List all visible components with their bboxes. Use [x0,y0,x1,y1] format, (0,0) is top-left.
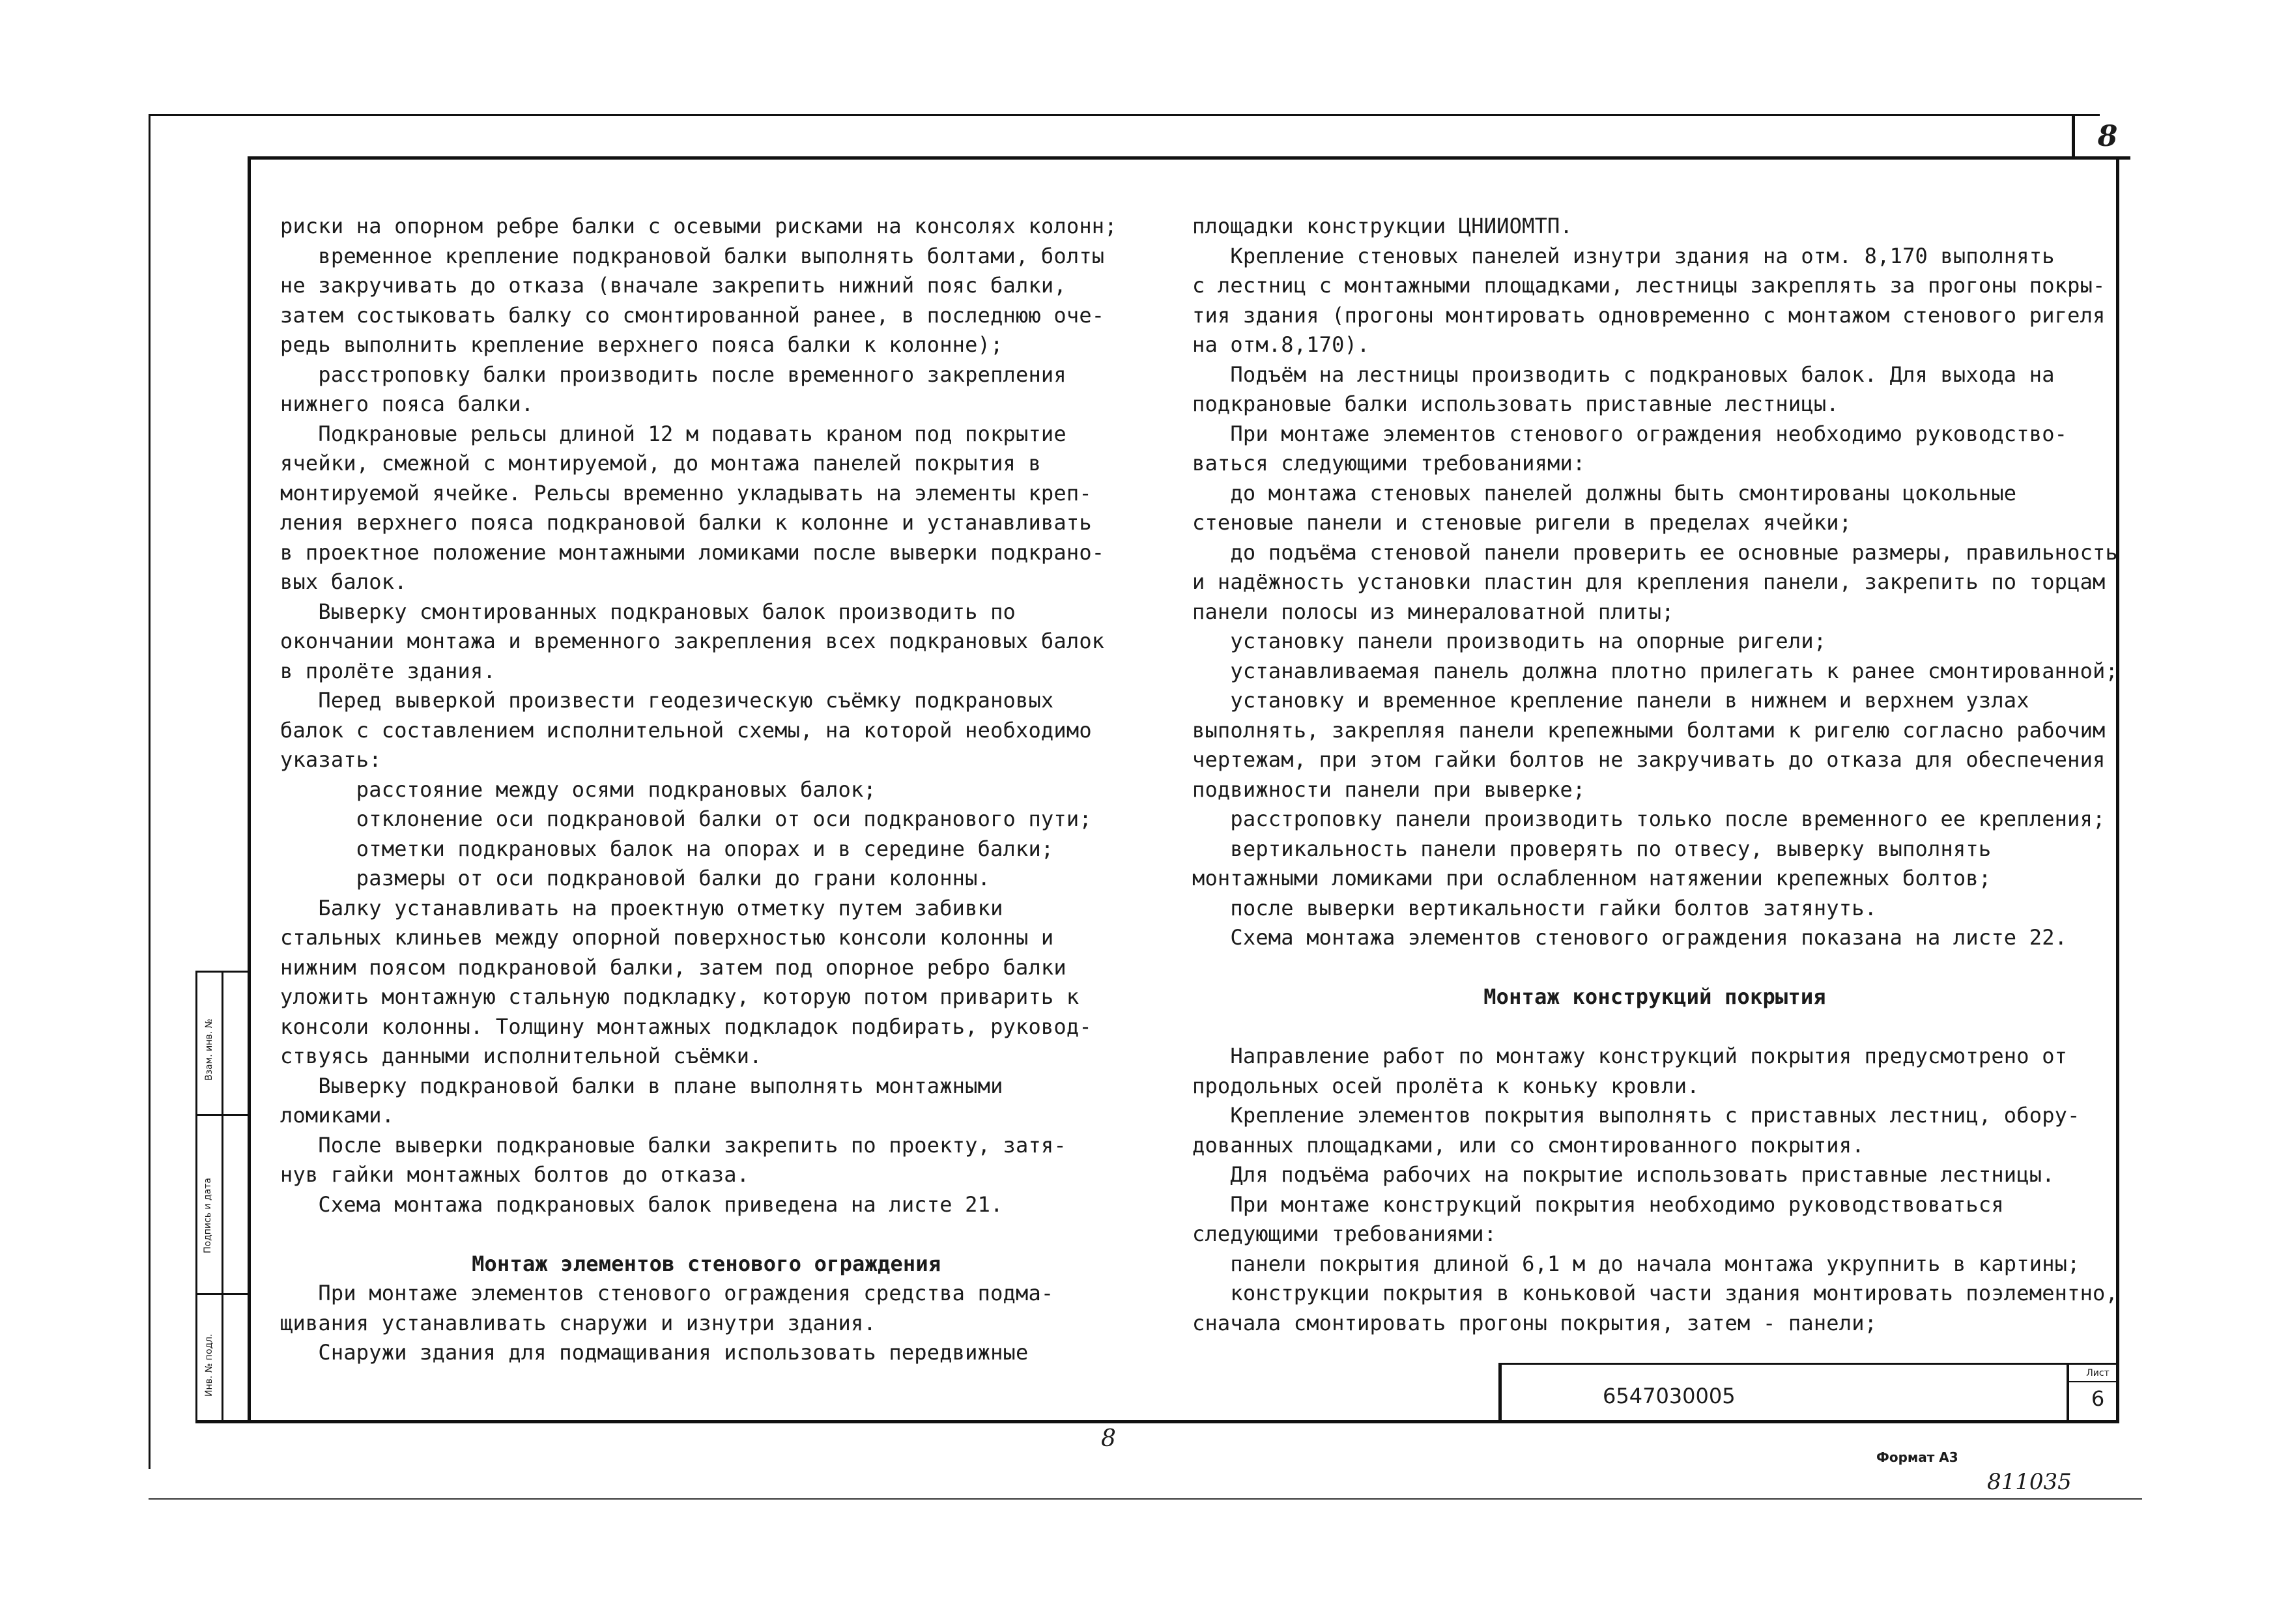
text-line: Выверку смонтированных подкрановых балок производить по [280,599,1016,624]
blank-line [1192,953,2117,983]
frame-outer-left [149,114,150,1469]
text-line: выполнять, закрепляя панели крепежными болтами к ригелю согласно рабочим [1192,717,2106,743]
text-line: ствуясь данными исполнительной съёмки. [280,1044,762,1068]
text-line: консоли колонны. Толщину монтажных подкладок подбирать, руковод- [280,1014,1092,1039]
text-line: подвижности панели при выверке; [1192,776,1586,802]
text-line: отметки подкрановых балок на опорах и в середине балки; [280,836,1054,861]
titleblock-top [1498,1363,2119,1365]
text-line: редь выполнить крепление верхнего пояса балки к колонне); [280,332,1003,357]
text-line: следующими требованиями: [1192,1221,1497,1246]
text-line: до подъёма стеновой панели проверить ее основные размеры, правильность [1192,539,2118,565]
text-line: размеры от оси подкрановой балки до грани колонны. [280,866,991,890]
text-line: Схема монтажа элементов стенового ограждения показана на листе 22. [1192,925,2068,950]
text-line: риски на опорном ребре балки с осевыми рисками на консолях колонн; [280,214,1117,238]
left-text-column [280,212,1117,1368]
text-line: с лестниц с монтажными площадками, лестницы закреплять за прогоны покры- [1192,273,2106,298]
document-code: 6547030005 [1603,1384,1736,1408]
text-line: установку и временное крепление панели в нижнем и верхнем узлах [1192,688,2029,713]
text-line: до монтажа стеновых панелей должны быть смонтированы цокольные [1192,480,2017,506]
right-text-column [1192,212,2117,1338]
text-line: Для подъёма рабочих на покрытие использовать приставные лестницы. [1192,1162,2055,1187]
text-line: уложить монтажную стальную подкладку, которую потом приварить к [280,984,1080,1009]
text-line: расстроповку панели производить только после временного ее крепления; [1192,806,2106,831]
text-line: монтируемой ячейке. Рельсы временно укладывать на элементы креп- [280,480,1092,506]
section-heading: Монтаж конструкций покрытия [1483,984,1826,1009]
text-line: Подъём на лестницы производить с подкрановых балок. Для выхода на [1192,362,2055,387]
sheetnum-box-left [2072,114,2075,156]
text-line: После выверки подкрановые балки закрепить по проекту, затя- [280,1132,1066,1158]
text-line: затем состыковать балку со смонтированной ранее, в последнюю оче- [280,302,1105,328]
frame-inner-bottom [195,1420,2119,1423]
stamp-divider-1 [195,971,251,973]
text-line: после выверки вертикальности гайки болтов затянуть. [1192,895,1878,920]
text-line: стальных клиньев между опорной поверхностью консоли колонны и [280,925,1054,950]
text-line: ваться следующими требованиями: [1192,451,1586,476]
text-line: устанавливаемая панель должна плотно прилегать к ранее смонтированной; [1192,658,2118,683]
text-line: вертикальность панели проверять по отвесу, выверку выполнять [1192,836,1992,861]
text-line: в проектное положение монтажными ломиками после выверки подкрано- [280,539,1105,565]
text-line: тия здания (прогоны монтировать одновременно с монтажом стенового ригеля [1192,302,2106,328]
blank-line [1192,1012,2117,1042]
text-line: панели полосы из минераловатной плиты; [1192,599,1674,624]
text-line: дованных площадками, или со смонтированного покрытия. [1192,1132,1865,1158]
text-line: Балку устанавливать на проектную отметку путем забивки [280,895,1003,920]
text-line: подкрановые балки использовать приставные лестницы. [1192,392,1839,416]
text-line: отклонение оси подкрановой балки от оси подкранового пути; [280,806,1092,831]
text-line: расстроповку балки производить после временного закрепления [280,362,1066,387]
text-line: Направление работ по монтажу конструкций покрытия предусмотрено от [1192,1044,2068,1068]
stamp-strip-right [222,971,223,1423]
format-label: Формат А3 [1876,1449,1958,1465]
text-line: на отм.8,170). [1192,332,1370,357]
titleblock-left [1498,1363,1502,1421]
text-line: расстояние между осями подкрановых балок; [280,776,876,802]
text-line: При монтаже элементов стенового ограждения средства подма- [280,1281,1054,1305]
text-line: Перед выверкой произвести геодезическую съёмку подкрановых [280,688,1054,713]
text-line: конструкции покрытия в коньковой части здания монтировать поэлементно, [1192,1281,2118,1305]
text-line: Выверку подкрановой балки в плане выполнять монтажными [280,1073,1003,1098]
handwritten-page-number: 8 [1101,1425,1116,1452]
text-line: нижнего пояса балки. [280,392,534,416]
text-line: ломиками. [280,1103,395,1128]
text-line: сначала смонтировать прогоны покрытия, затем - панели; [1192,1310,1878,1335]
sheet-label: Лист [2086,1368,2110,1378]
text-line: чертежам, при этом гайки болтов не закручивать до отказа для обеспечения [1192,747,2106,772]
text-line: Крепление стеновых панелей изнутри здания на отм. 8,170 выполнять [1192,243,2055,268]
stamp-divider-3 [195,1293,251,1295]
text-line: продольных осей пролёта к коньку кровли. [1192,1073,1700,1098]
text-line: При монтаже элементов стенового ограждения необходимо руководство- [1192,421,2068,446]
stamp-label-signature-date: Подпись и дата [203,1178,213,1253]
section-heading: Монтаж элементов стенового ограждения [433,1251,941,1276]
text-line: не закручивать до отказа (вначале закрепить нижний пояс балки, [280,273,1066,298]
frame-bottom-cut-line [149,1498,2142,1500]
text-line: При монтаже конструкций покрытия необходимо руководствоваться [1192,1191,2004,1217]
text-line: Крепление элементов покрытия выполнять с приставных лестниц, обору- [1192,1103,2080,1128]
blank-line [280,1219,1095,1249]
text-line: ячейки, смежной с монтируемой, до монтажа панелей покрытия в [280,451,1041,476]
stamp-strip-left [195,971,197,1423]
text-line: нув гайки монтажных болтов до отказа. [280,1162,750,1187]
text-line: площадки конструкции ЦНИИОМТП. [1192,214,1573,238]
frame-inner-left [248,156,251,1423]
text-line: щивания устанавливать снаружи и изнутри здания. [280,1310,876,1335]
stamp-divider-2 [195,1114,251,1116]
text-line: балок с составлением исполнительной схемы, на которой необходимо [280,717,1092,743]
text-line: вых балок. [280,569,407,594]
sheet-number: 6 [2091,1386,2105,1411]
sheet-number-top: 8 [2097,120,2118,153]
text-line: указать: [280,747,382,772]
text-line: ления верхнего пояса подкрановой балки к колонне и устанавливать [280,510,1092,535]
text-line: монтажными ломиками при ослабленном натяжении крепежных болтов; [1192,866,1992,890]
frame-inner-top [248,156,2130,160]
text-line: Снаружи здания для подмащивания использовать передвижные [280,1340,1029,1365]
stamp-label-inv-orig: Инв. № подл. [204,1333,214,1397]
text-line: в пролёте здания. [280,658,496,683]
text-line: установку панели производить на опорные ригели; [1192,629,1827,653]
handwritten-inventory-number: 811035 [1987,1469,2072,1495]
text-line: стеновые панели и стеновые ригели в пределах ячейки; [1192,510,1852,535]
text-line: Схема монтажа подкрановых балок приведена на листе 21. [280,1191,1003,1217]
text-line: Подкрановые рельсы длиной 12 м подавать краном под покрытие [280,421,1066,446]
text-line: и надёжность установки пластин для крепления панели, закрепить по торцам [1192,569,2106,594]
frame-outer-top [149,114,2100,116]
stamp-label-replace-inv: Взам. инв. № [204,1018,214,1081]
text-line: окончании монтажа и временного закрепления всех подкрановых балок [280,629,1105,653]
text-line: временное крепление подкрановой балки выполнять болтами, болты [280,243,1105,268]
text-line: нижним поясом подкрановой балки, затем под опорное ребро балки [280,954,1066,980]
text-line: панели покрытия длиной 6,1 м до начала монтажа укрупнить в картины; [1192,1251,2080,1276]
